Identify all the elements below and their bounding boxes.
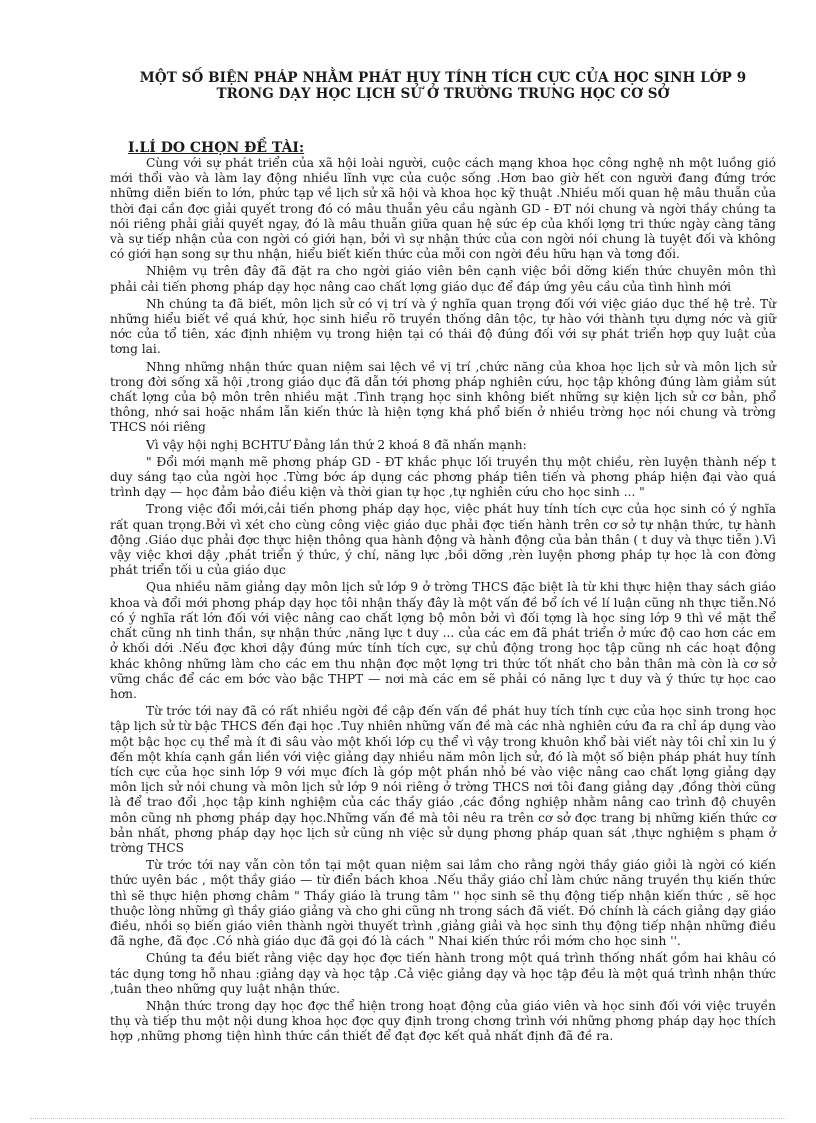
paragraph: Nh chúng ta đã biết, môn lịch sử có vị trí và ý nghĩa quan trọng đối với việc giáo dục thế hệ trẻ. Từ những hiểu biết về quá khứ, học sinh hiểu rõ truyền thống dân tộc, tự hào với thành tựu dựng nớc và giữ nớc của tổ tiên, xác định nhiệm vụ trong hiện tại có thái độ đúng đối với sự phát triển hợp quy luật của tơng lai. <box>110 296 776 357</box>
quote-paragraph: " Đổi mới mạnh mẽ phơng pháp GD - ĐT khắc phục lối truyền thụ một chiều, rèn luyện thành nếp t duy sáng tạo của ngời học .Từng bớc áp dụng các phơng pháp tiên tiến và phơng pháp hiện đại vào quá trình dạy — học đảm bảo điều kiện và thời gian tự học ,tự nghiên cứu cho học sinh ... " <box>110 454 776 500</box>
paragraph: Từ trớc tới nay đã có rất nhiều ngời đề cập đến vấn đề phát huy tích tính cực của học sinh trong học tập lịch sử từ bậc THCS đến đại học .Tuy nhiên những vấn đề mà các nhà nghiên cứu đa ra chỉ áp dụng vào một bậc học cụ thể mà ít đi sâu vào một khối lớp cụ thể vì vậy trong khuôn khổ bài viết này tôi chỉ xin lu ý đến một khía cạnh gắn liền với việc giảng dạy nhiều năm môn lịch sử, đó là một số biện pháp phát huy tính tích cực của học sinh lớp 9 với mục đích là góp một phần nhỏ bé vào việc nâng cao chất lợng giảng dạy môn lịch sử nói chung và môn lịch sử lớp 9 nói riêng ở trờng THCS nơi tôi đang giảng dạy ,đồng thời cũng là để trao đổi ,học tập kinh nghiệm của các thầy giáo ,các đồng nghiệp nhằm nâng cao trình độ chuyên môn cũng nh phơng pháp dạy học.Những vấn đề mà tôi nêu ra trên cơ sở đợc trang bị những kiến thức cơ bản nhất, phơng pháp dạy học lịch sử cũng nh việc sử dụng phơng pháp quan sát ,thực nghiệm s phạm ở trờng THCS <box>110 704 776 855</box>
paragraph: Qua nhiều năm giảng dạy môn lịch sử lớp 9 ở trờng THCS đặc biệt là từ khi thực hiện thay sách giáo khoa và đổi mới phơng pháp dạy học tôi nhận thấy đây là một vấn đề bổ ích về lí luận cũng nh thực tiễn.Nó có ý nghĩa rất lớn đối với việc nâng cao chất lợng bộ môn bởi vì đối tợng là học sing lớp 9 thì về mặt thể chất cũng nh tinh thần, sự nhận thức ,năng lực t duy ... của các em đã phát triển ở mức độ cao hơn các em ở khối dới .Nếu đợc khơi dậy đúng mức tính tích cực, sự chủ động trong học tập cũng nh các hoạt động khác không những làm cho các em thu nhận đợc một lợng tri thức tốt nhất cho bản thân mà còn là cơ sở vững chắc để các em bớc vào bậc THPT — nơi mà các em sẽ phải có năng lực t duy và ý thức tự học cao hơn. <box>110 580 776 701</box>
section-heading: I.LÍ DO CHỌN ĐỀ TÀI: <box>128 140 305 156</box>
document-title <box>110 70 776 102</box>
paragraph: Nhiệm vụ trên đây đã đặt ra cho ngời giáo viên bên cạnh việc bồi dỡng kiến thức chuyên môn thì phải cải tiến phơng pháp dạy học nâng cao chất lợng giáo dục để đáp ứng yêu cầu của tình hình mới <box>110 264 776 294</box>
paragraph: Chúng ta đều biết rằng việc dạy học đợc tiến hành trong một quá trình thống nhất gồm hai khâu có tác dụng tơng hỗ nhau :giảng dạy và học tập .Cả việc giảng dạy và học tập đều là một quá trình nhận thức ,tuân theo những quy luật nhận thức. <box>110 951 776 996</box>
paragraph: Nhng những nhận thức quan niệm sai lệch về vị trí ,chức năng của khoa học lịch sử và môn lịch sử trong đời sống xã hội ,trong giáo dục đã dẫn tới phơng pháp nghiên cứu, học tập không đúng làm giảm sút chất lợng của bộ môn trên nhiều mặt .Tình trạng học sinh không biết những sự kiện lịch sử cơ bản, phổ thông, nhớ sai hoặc nhầm lẫn kiến thức là hiện tợng khá phổ biến ở nhiều trờng học nói chung và trờng THCS nói riêng <box>110 359 776 435</box>
title-line-2: TRONG DẠY HỌC LỊCH SỬ Ở TRƯỜNG TRUNG HỌC CƠ SỞ <box>216 86 670 102</box>
paragraph: Cùng với sự phát triển của xã hội loài người, cuộc cách mạng khoa học công nghệ nh một luồng gió mới thổi vào và làm lay động nhiều lĩnh vực của cuộc sống .Hơn bao giờ hết con người đang đứng trớc những diễn biến to lớn, phức tạp về lịch sử xã hội và khoa học kỹ thuật .Nhiều mối quan hệ mâu thuẫn của thời đại cần đợc giải quyết trong đó có mâu thuẫn yêu cầu ngành GD - ĐT nói chung và ngời thầy chúng ta nói riêng phải giải quyết ngay, đó là mâu thuẫn giữa quan hệ sức ép của khối lợng tri thức ngày càng tăng và sự tiếp nhận của con ngời có giới hạn, bởi vì sự nhận thức của con ngời nói chung là tuyệt đối và không có giới hạn song sự thu nhận, hiểu biết kiến thức của mỗi con ngời đều hữu hạn và tơng đối. <box>110 156 776 262</box>
page-footer-divider <box>30 1118 786 1119</box>
title-line-1: MỘT SỐ BIỆN PHÁP NHẰM PHÁT HUY TÍNH TÍCH CỰC CỦA HỌC SINH LỚP 9 <box>139 70 747 86</box>
paragraph: Nhận thức trong dạy học đợc thể hiện trong hoạt động của giáo viên và học sinh đối với việc truyền thụ và tiếp thu một nội dung khoa học đợc quy định trong chơng trình với những phơng pháp dạy học thích hợp ,những phơng tiện hình thức cần thiết để đạt đợc kết quả nhất định đã đề ra. <box>110 998 776 1044</box>
paragraph: Từ trớc tới nay vẫn còn tồn tại một quan niệm sai lầm cho rằng ngời thầy giáo giỏi là ngời có kiến thức uyên bác , một thầy giáo — từ điển bách khoa .Nếu thầy giáo chỉ làm chức năng truyền thụ kiến thức thì sẽ thực hiện phơng châm " Thầy giáo là trung tâm '' học sinh sẽ thụ động tiếp nhận kiến thức , sẽ học thuộc lòng những gì thầy giáo giảng và cho ghi cũng nh trong sách đã viết. Đó chính là cách giảng dạy giáo điều, nhồi sọ biến giáo viên thành ngời thuyết trình ,giảng giải và học sinh thụ động tiếp nhận những điều đã nghe, đã đọc .Có nhà giáo dục đã gọi đó là cách " Nhai kiến thức rồi mớm cho học sinh ''. <box>110 858 776 949</box>
paragraph: Vì vậy hội nghị BCHTƯ Đảng lần thứ 2 khoá 8 đã nhấn mạnh: <box>146 437 527 452</box>
paragraph: Trong việc đổi mới,cải tiến phơng pháp dạy học, việc phát huy tính tích cực của học sinh có ý nghĩa rất quan trọng.Bởi vì xét cho cùng công việc giáo dục phải đợc tiến hành trên cơ sở tự nhận thức, tự hành động .Giáo dục phải đợc thực hiện thông qua hành động và hành động của bản thân ( t duy và thực tiễn ).Vì vậy việc khơi dậy ,phát triển ý thức, ý chí, năng lực ,bồi dỡng ,rèn luyện phơng pháp tự học là con đờng phát triển tối u của giáo dục <box>110 502 776 578</box>
document-page <box>110 70 776 1047</box>
document-body <box>110 156 776 1045</box>
